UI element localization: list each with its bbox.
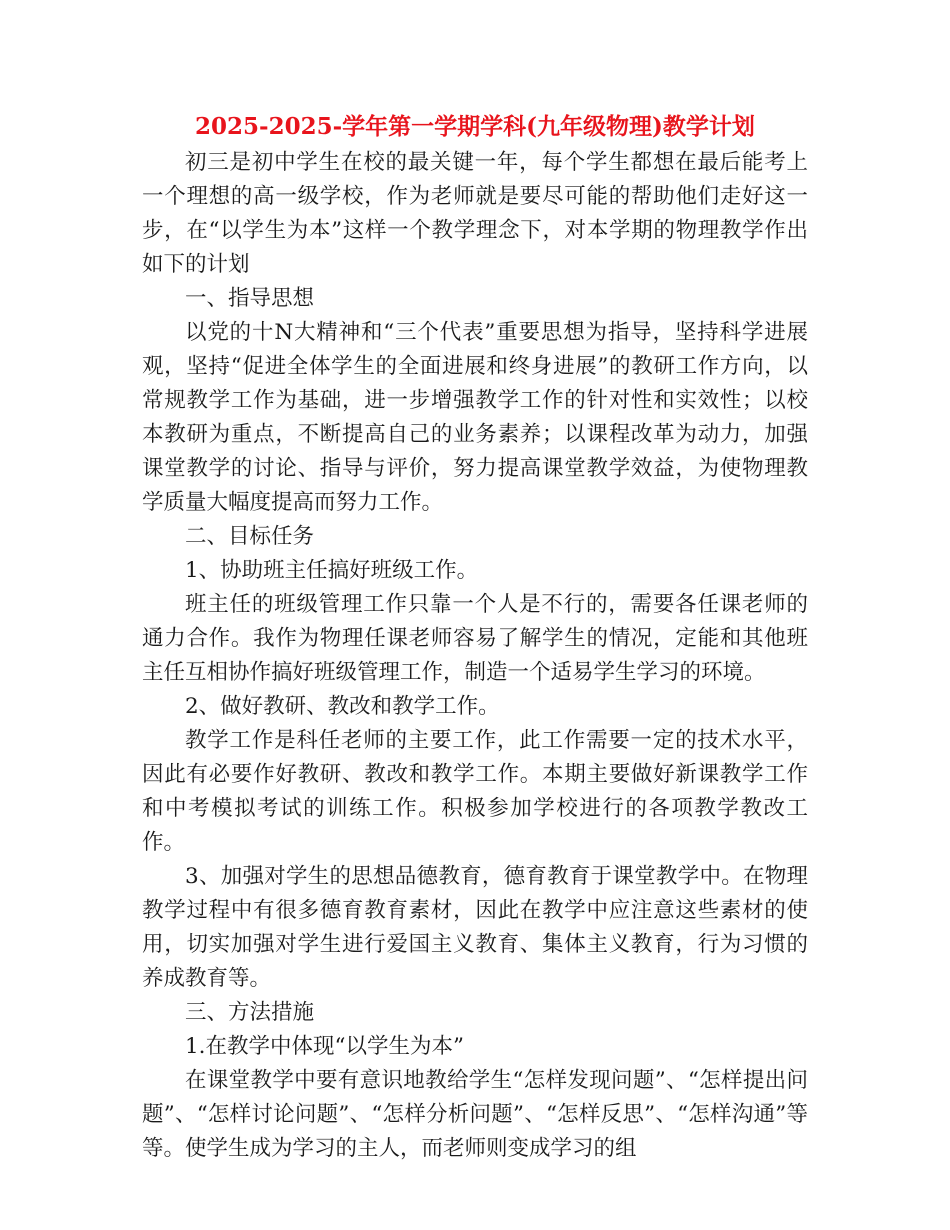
- document-title: 2025-2025-学年第一学期学科(九年级物理)教学计划: [195, 113, 755, 140]
- section-heading-methods: 三、方法措施: [185, 1000, 315, 1025]
- guiding-ideology-paragraph: 以党的十N大精神和“三个代表”重要思想为指导，坚持科学进展观，坚持“促进全体学生的全面进展和终身进展”的教研工作方向，以常规教学工作为基础，进一步增强教学工作的针对性和实效性；以校本教研为重点，不断提高自己的业务素养；以课程改革为动力，加强课堂教学的讨论、指导与评价，努力提高课堂教学效益，为使物理教学质量大幅度提高而努力工作。: [142, 320, 808, 515]
- section-heading-goals-tasks: 二、目标任务: [185, 524, 315, 549]
- teaching-research-paragraph: 教学工作是科任老师的主要工作，此工作需要一定的技术水平，因此有必要作好教研、教改和教学工作。本期主要做好新课教学工作和中考模拟考试的训练工作。积极参加学校进行的各项教学教改工作。: [142, 728, 808, 855]
- intro-paragraph: 初三是初中学生在校的最关键一年，每个学生都想在最后能考上一个理想的高一级学校，作为老师就是要尽可能的帮助他们走好这一步，在“以学生为本”这样一个教学理念下，对本学期的物理教学作出如下的计划: [142, 150, 808, 277]
- section-heading-guiding-ideology: 一、指导思想: [185, 286, 315, 311]
- subheading-assist-class-teacher: 1、协助班主任搞好班级工作。: [185, 558, 479, 583]
- subheading-student-centered: 1.在教学中体现“以学生为本”: [185, 1034, 464, 1059]
- student-centered-paragraph: 在课堂教学中要有意识地教给学生“怎样发现问题”、“怎样提出问题”、“怎样讨论问题”、“怎样分析问题”、“怎样反思”、“怎样沟通”等等。使学生成为学习的主人，而老师则变成学习的组: [142, 1068, 808, 1161]
- assist-class-teacher-paragraph: 班主任的班级管理工作只靠一个人是不行的，需要各任课老师的通力合作。我作为物理任课老师容易了解学生的情况，定能和其他班主任互相协作搞好班级管理工作，制造一个适易学生学习的环境。: [142, 592, 808, 685]
- moral-education-paragraph: 3、加强对学生的思想品德教育，德育教育于课堂教学中。在物理教学过程中有很多德育教育素材，因此在教学中应注意这些素材的使用，切实加强对学生进行爱国主义教育、集体主义教育，行为习惯的养成教育等。: [142, 864, 808, 991]
- document-body: [142, 146, 808, 1166]
- subheading-teaching-research: 2、做好教研、教改和教学工作。: [185, 694, 500, 719]
